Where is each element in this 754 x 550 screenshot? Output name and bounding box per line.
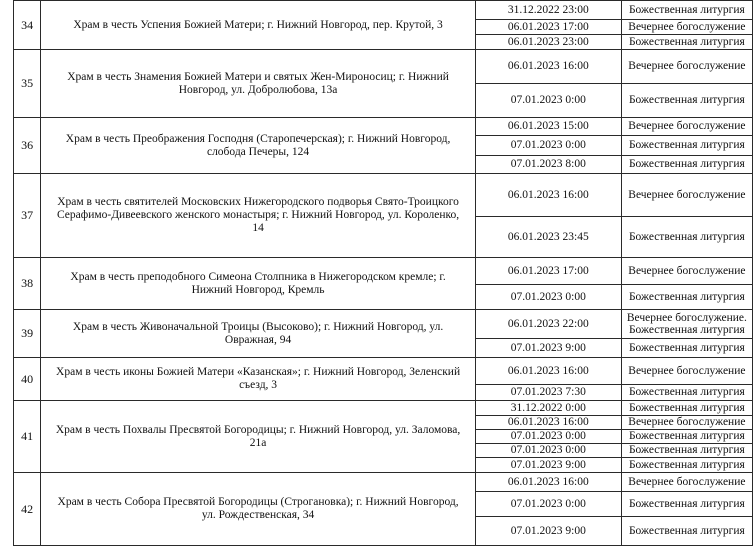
entry-number: 34	[14, 1, 41, 50]
church-address	[41, 1, 476, 50]
service-datetime: 07.01.2023 0:00	[475, 285, 621, 310]
service-type: Божественная литургия	[621, 385, 752, 401]
entry-number: 38	[14, 258, 41, 310]
church-address	[41, 401, 476, 473]
service-datetime: 07.01.2023 7:30	[475, 385, 621, 401]
service-type: Божественная литургия	[621, 517, 752, 546]
church-address	[41, 174, 476, 258]
table-row	[14, 358, 753, 385]
service-datetime: 07.01.2023 8:00	[475, 156, 621, 174]
service-type: Божественная литургия	[621, 339, 752, 358]
church-address-text: Храм в честь иконы Божией Матери «Казанская»; г. Нижний Новгород, Зеленский съезд, 3	[56, 366, 461, 391]
church-address	[41, 473, 476, 546]
church-address-text: Храм в честь Похвалы Пресвятой Богородицы; г. Нижний Новгород, ул. Заломова, 21а	[55, 423, 461, 449]
church-address-text: Храм в честь Преображения Господня (Старопечерская); г. Нижний Новгород, слобода Печеры, 124	[65, 132, 451, 158]
entry-number: 41	[14, 401, 41, 473]
service-type: Божественная литургия	[621, 444, 752, 458]
service-type: Вечернее богослужение	[621, 473, 752, 492]
church-address-text: Храм в честь святителей Московских Нижегородского подворья Свято-Троицкого Серафимо-Дивеевского женского монастыря; г. Нижний Новгород, ул. Короленко, 14	[56, 196, 460, 234]
service-type: Божественная литургия	[621, 35, 752, 50]
service-type: Вечернее богослужение	[621, 20, 752, 35]
service-datetime: 07.01.2023 0:00	[475, 444, 621, 458]
church-address-text: Храм в честь Живоначальной Троицы (Высоково); г. Нижний Новгород, ул. Овражная, 94	[72, 320, 444, 346]
entry-number: 36	[14, 118, 41, 174]
service-datetime: 07.01.2023 9:00	[475, 458, 621, 473]
service-datetime: 31.12.2022 0:00	[475, 401, 621, 416]
entry-number: 40	[14, 358, 41, 401]
service-datetime: 07.01.2023 0:00	[475, 84, 621, 118]
service-type: Божественная литургия	[621, 430, 752, 444]
entry-number: 37	[14, 174, 41, 258]
church-address-text: Храм в честь преподобного Симеона Столпника в Нижегородском кремле; г. Нижний Новгород, Кремль	[70, 270, 446, 296]
church-address	[41, 50, 476, 118]
table-row	[14, 174, 753, 217]
table-row	[14, 50, 753, 84]
service-type: Божественная литургия	[621, 492, 752, 517]
entry-number: 35	[14, 50, 41, 118]
service-datetime: 07.01.2023 0:00	[475, 136, 621, 156]
table-row	[14, 473, 753, 492]
service-type: Божественная литургия	[621, 84, 752, 118]
entry-number: 39	[14, 310, 41, 358]
church-address	[41, 310, 476, 358]
table-row	[14, 118, 753, 136]
service-datetime: 06.01.2023 23:45	[475, 217, 621, 258]
service-datetime: 06.01.2023 17:00	[475, 20, 621, 35]
service-datetime: 07.01.2023 9:00	[475, 517, 621, 546]
service-datetime: 06.01.2023 22:00	[475, 310, 621, 339]
church-address	[41, 258, 476, 310]
service-type: Вечернее богослужение	[621, 358, 752, 385]
service-type: Вечернее богослужение	[621, 416, 752, 430]
service-type: Божественная литургия	[621, 285, 752, 310]
service-datetime: 06.01.2023 16:00	[475, 358, 621, 385]
service-datetime: 06.01.2023 16:00	[475, 50, 621, 84]
schedule-body	[14, 1, 753, 546]
service-type: Вечернее богослужение. Божественная литургия	[621, 310, 752, 339]
table-row	[14, 401, 753, 416]
service-datetime: 07.01.2023 0:00	[475, 430, 621, 444]
church-address-text: Храм в честь Знамения Божией Матери и святых Жен-Мироносиц; г. Нижний Новгород, ул. Добролюбова, 13а	[67, 70, 449, 96]
service-datetime: 06.01.2023 23:00	[475, 35, 621, 50]
entry-number: 42	[14, 473, 41, 546]
service-type: Божественная литургия	[621, 217, 752, 258]
table-row	[14, 258, 753, 285]
table-row	[14, 310, 753, 339]
church-address	[41, 118, 476, 174]
service-type: Вечернее богослужение	[621, 258, 752, 285]
service-datetime: 06.01.2023 17:00	[475, 258, 621, 285]
service-type: Вечернее богослужение	[621, 174, 752, 217]
service-datetime: 07.01.2023 9:00	[475, 339, 621, 358]
service-datetime: 07.01.2023 0:00	[475, 492, 621, 517]
schedule-table	[13, 0, 753, 546]
service-datetime: 06.01.2023 15:00	[475, 118, 621, 136]
service-type: Божественная литургия	[621, 401, 752, 416]
church-address-text: Храм в честь Успения Божией Матери; г. Нижний Новгород, пер. Крутой, 3	[73, 18, 443, 31]
service-type: Божественная литургия	[621, 458, 752, 473]
table-row	[14, 1, 753, 20]
service-datetime: 06.01.2023 16:00	[475, 174, 621, 217]
service-type: Вечернее богослужение	[621, 118, 752, 136]
service-type: Божественная литургия	[621, 1, 752, 20]
service-datetime: 31.12.2022 23:00	[475, 1, 621, 20]
church-address	[41, 358, 476, 401]
service-datetime: 06.01.2023 16:00	[475, 473, 621, 492]
service-datetime: 06.01.2023 16:00	[475, 416, 621, 430]
service-type: Вечернее богослужение	[621, 50, 752, 84]
service-type: Божественная литургия	[621, 156, 752, 174]
church-address-text: Храм в честь Собора Пресвятой Богородицы (Строгановка); г. Нижний Новгород, ул. Рождественская, 34	[57, 496, 459, 521]
service-type: Божественная литургия	[621, 136, 752, 156]
